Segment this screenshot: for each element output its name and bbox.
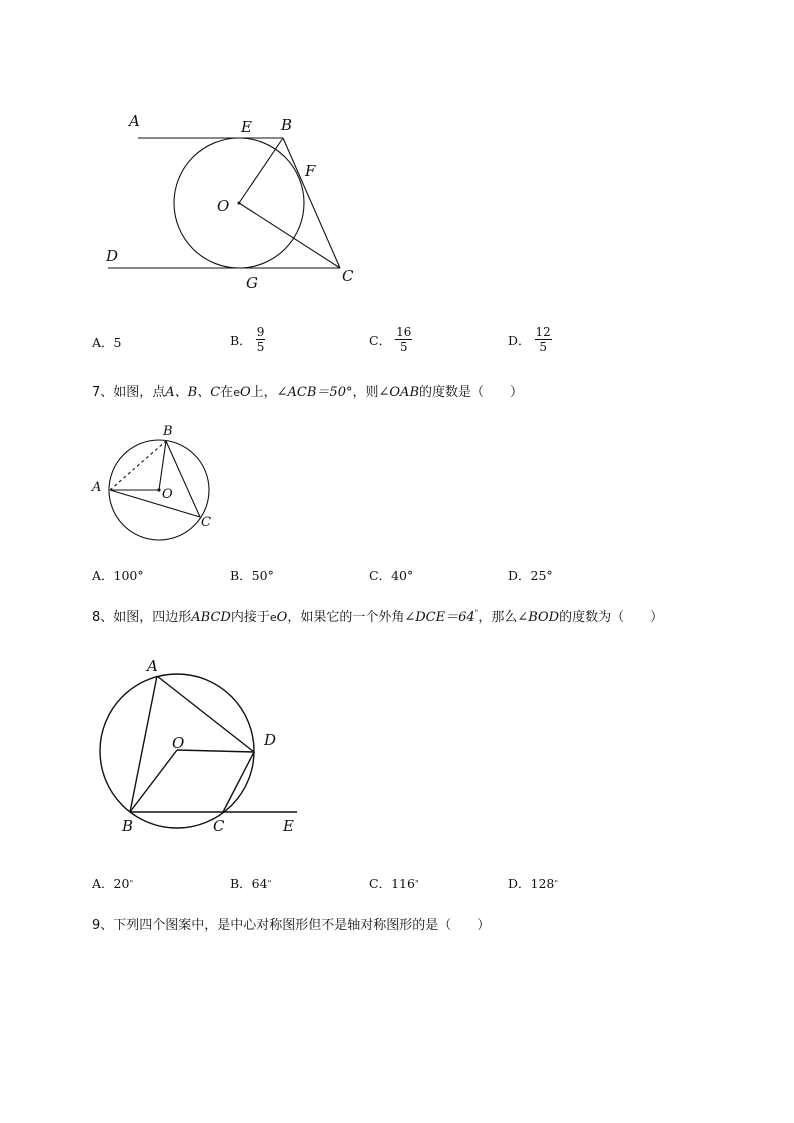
- q7-option-c: C．40°: [369, 568, 414, 583]
- q8-option-c: C．116 ": [369, 876, 419, 891]
- q7-option-b: B．50°: [230, 568, 274, 583]
- q8-label-a: A: [147, 657, 158, 675]
- q8-label-c: C: [213, 817, 225, 835]
- q8-segment-bo: [130, 750, 177, 812]
- label-d: D: [106, 247, 119, 265]
- q7-label-o: O: [162, 487, 173, 502]
- q7-label-c: C: [201, 515, 211, 530]
- q7-label-a: A: [92, 480, 102, 495]
- q7-label-b: B: [163, 424, 173, 439]
- label-a: A: [129, 112, 140, 130]
- q8-label-e: E: [283, 817, 294, 835]
- q8-option-b: B．64 ": [230, 876, 272, 891]
- q8-option-a: A．20 ": [92, 876, 134, 891]
- q6-option-c: C． $\frac{16}{5}$: [369, 325, 412, 354]
- q6-option-b: B． $\frac{9}{5}$: [230, 325, 265, 354]
- q8-segment-od: [177, 750, 254, 752]
- label-c: C: [342, 267, 354, 285]
- q9-stem: 9、下列四个图案中，是中心对称图形但不是轴对称图形的是（ ）: [92, 918, 491, 933]
- q8-option-d: D．128 ": [508, 876, 559, 891]
- q8-stem: 8、如图，四边形ABCD内接于eO，如果它的一个外角∠DCE＝64"，那么∠BOD的度数为（ ）: [92, 608, 664, 625]
- q7-stem: 7、如图，点A、B、C在eO上，∠ACB＝50°，则∠OAB的度数是（ ）: [92, 385, 524, 400]
- label-e: E: [241, 118, 252, 136]
- q8-label-b: B: [122, 817, 134, 835]
- q8-segment-dc: [223, 752, 254, 812]
- label-o: O: [217, 197, 230, 215]
- label-f: F: [305, 162, 316, 180]
- label-b: B: [281, 116, 293, 134]
- label-g: G: [246, 274, 258, 292]
- q8-label-d: D: [264, 731, 277, 749]
- q8-segment-ab: [130, 676, 157, 812]
- q7-option-a: A．100°: [92, 568, 144, 583]
- q7-option-d: D．25°: [508, 568, 553, 583]
- q6-option-a: A． 5: [92, 334, 122, 350]
- q8-label-o: O: [172, 734, 185, 752]
- q6-option-d: D． $\frac{12}{5}$: [508, 325, 551, 354]
